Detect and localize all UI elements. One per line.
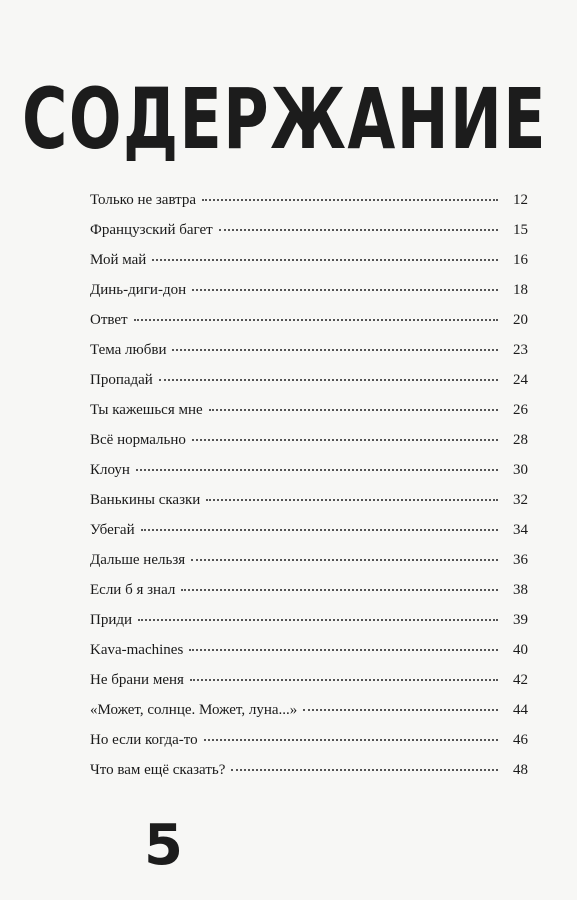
toc-entry	[90, 282, 528, 312]
toc-entry-page: 28	[513, 432, 528, 448]
toc-entry-title: Kava-machines	[90, 642, 184, 658]
toc-entry	[90, 612, 528, 642]
toc-entry	[90, 582, 528, 612]
toc-entry-page: 18	[513, 282, 528, 298]
toc-entry	[90, 762, 528, 792]
toc-dot-leader	[191, 559, 498, 561]
toc-entry-page: 16	[513, 252, 528, 268]
toc-entry-title: Что вам ещё сказать?	[90, 762, 226, 778]
toc-entry-title: Ты кажешься мне	[90, 402, 203, 418]
toc-dot-leader	[202, 199, 498, 201]
toc-entry-title: Приди	[90, 612, 133, 628]
toc-entry-title: Если б я знал	[90, 582, 176, 598]
toc-entry-title: Тема любви	[90, 342, 167, 358]
title-lettering	[22, 60, 552, 170]
toc-entry-page: 30	[513, 462, 528, 478]
toc-entry-title: Но если когда-то	[90, 732, 198, 748]
toc-dot-leader	[219, 229, 498, 231]
toc-entry	[90, 732, 528, 762]
toc-entry-title: Только не завтра	[90, 192, 197, 208]
toc-entry-title: Ответ	[90, 312, 128, 328]
page-number-lettering	[142, 812, 182, 872]
toc-entry	[90, 342, 528, 372]
toc-entry-page: 40	[513, 642, 528, 658]
toc-dot-leader	[172, 349, 498, 351]
toc-entry-page: 38	[513, 582, 528, 598]
toc-entry-title: Всё нормально	[90, 432, 186, 448]
toc-dot-leader	[231, 769, 498, 771]
toc-entry-page: 44	[513, 702, 528, 718]
toc-entry	[90, 222, 528, 252]
toc-entry	[90, 642, 528, 672]
title-text: СОДЕРЖАНИЕ	[22, 70, 547, 168]
toc-dot-leader	[181, 589, 498, 591]
toc-entry-title: Убегай	[90, 522, 135, 538]
toc-dot-leader	[192, 439, 498, 441]
toc-entry-title: Ванькины сказки	[90, 492, 201, 508]
toc-dot-leader	[159, 379, 498, 381]
toc-entry-title: «Может, солнце. Может, луна...»	[90, 702, 298, 718]
toc-entry-title: Динь-диги-дон	[90, 282, 187, 298]
toc-entry-page: 32	[513, 492, 528, 508]
toc-dot-leader	[189, 649, 498, 651]
toc-entry	[90, 252, 528, 282]
toc-entry-page: 48	[513, 762, 528, 778]
toc-entry-page: 46	[513, 732, 528, 748]
toc-entry-title: Клоун	[90, 462, 130, 478]
page-number	[142, 812, 182, 872]
page-number-text: 5	[144, 813, 182, 872]
toc-entry	[90, 672, 528, 702]
toc-entry-title: Мой май	[90, 252, 147, 268]
toc-entry-page: 20	[513, 312, 528, 328]
toc-entry-page: 42	[513, 672, 528, 688]
toc-entry-page: 36	[513, 552, 528, 568]
toc-entry-page: 39	[513, 612, 528, 628]
page-title	[22, 60, 552, 170]
toc-dot-leader	[209, 409, 498, 411]
toc-entry-title: Не брани меня	[90, 672, 184, 688]
toc-dot-leader	[152, 259, 498, 261]
toc-entry	[90, 702, 528, 732]
toc-entry	[90, 402, 528, 432]
toc-entry	[90, 432, 528, 462]
toc-entry-title: Дальше нельзя	[90, 552, 186, 568]
toc-entry	[90, 462, 528, 492]
toc-entry	[90, 192, 528, 222]
toc-entry-page: 26	[513, 402, 528, 418]
toc-dot-leader	[190, 679, 498, 681]
toc-dot-leader	[192, 289, 498, 291]
toc-entry-page: 12	[513, 192, 528, 208]
toc-entry	[90, 492, 528, 522]
toc-dot-leader	[141, 529, 498, 531]
toc-dot-leader	[303, 709, 498, 711]
toc-dot-leader	[136, 469, 498, 471]
toc-dot-leader	[206, 499, 498, 501]
toc-entry-page: 15	[513, 222, 528, 238]
toc-entry-page: 23	[513, 342, 528, 358]
toc-entry-page: 34	[513, 522, 528, 538]
toc-entry	[90, 552, 528, 582]
table-of-contents	[90, 192, 528, 792]
toc-entry	[90, 522, 528, 552]
toc-entry	[90, 372, 528, 402]
toc-entry-title: Пропадай	[90, 372, 153, 388]
toc-entry-title: Французский багет	[90, 222, 213, 238]
toc-dot-leader	[138, 619, 498, 621]
toc-dot-leader	[204, 739, 498, 741]
toc-entry	[90, 312, 528, 342]
toc-dot-leader	[134, 319, 498, 321]
toc-entry-page: 24	[513, 372, 528, 388]
